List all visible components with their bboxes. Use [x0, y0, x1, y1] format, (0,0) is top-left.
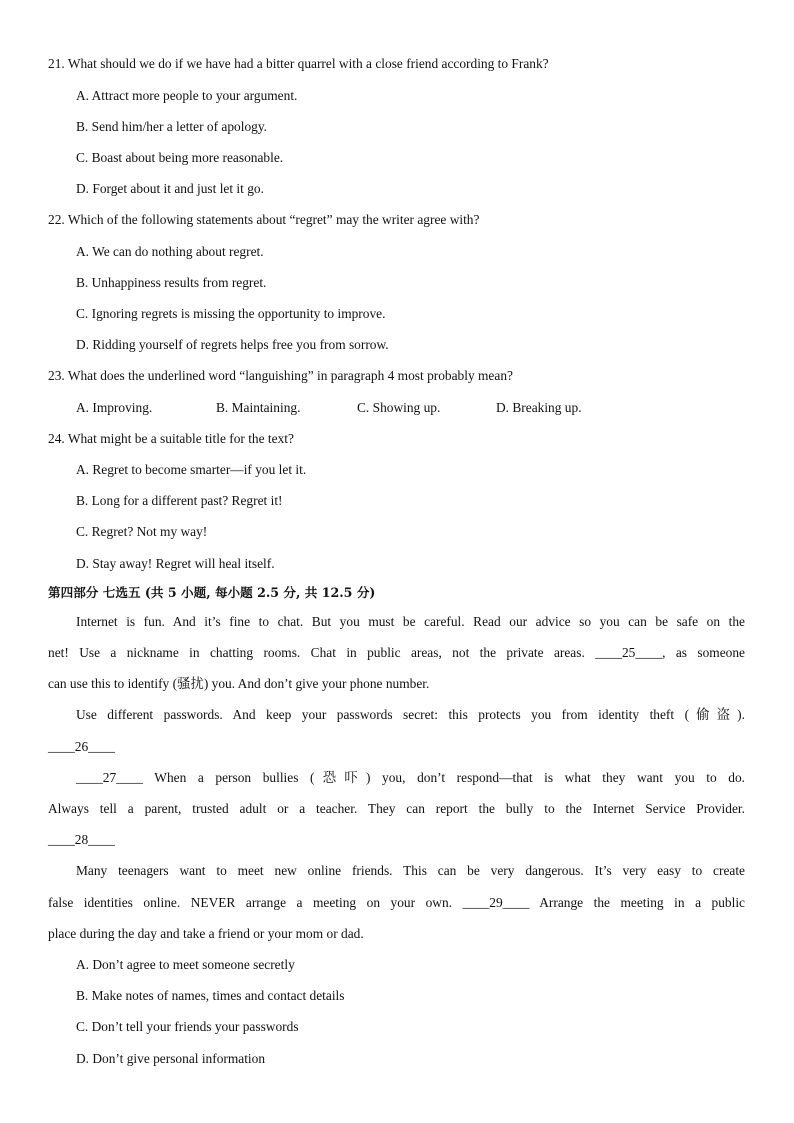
question-24-option-b: B. Long for a different past? Regret it! [76, 493, 283, 508]
question-23-option-d: D. Breaking up. [496, 400, 582, 415]
section-4-heading: 第四部分 七选五 (共 5 小题, 每小题 2.5 分, 共 12.5 分) [48, 585, 376, 600]
passage-p4-line2: false identities online. NEVER arrange a meeting on your own. ____29____ Arrange the meeting in a public [48, 895, 745, 910]
passage-p4-line1: Many teenagers want to meet new online friends. This can be very dangerous. It’s very easy to create [76, 863, 745, 878]
question-23-option-a: A. Improving. [76, 400, 153, 415]
question-22-option-a: A. We can do nothing about regret. [76, 244, 264, 259]
passage-p1-line3: can use this to identify (骚扰) you. And don’t give your phone number. [48, 676, 430, 691]
question-21-option-b: B. Send him/her a letter of apology. [76, 119, 268, 134]
section-4-option-c: C. Don’t tell your friends your passwords [76, 1019, 299, 1034]
passage-p3-line1: ____27____ When a person bullies (恐吓) you, don’t respond—that is what they want you to do. [76, 770, 745, 785]
passage-p2-line1: Use different passwords. And keep your passwords secret: this protects you from identity theft (偷盗). [76, 707, 745, 722]
question-23-option-b: B. Maintaining. [216, 400, 301, 415]
question-22-option-d: D. Ridding yourself of regrets helps free you from sorrow. [76, 337, 389, 352]
question-22-option-c: C. Ignoring regrets is missing the opportunity to improve. [76, 306, 386, 321]
question-21-option-a: A. Attract more people to your argument. [76, 88, 298, 103]
section-4-option-a: A. Don’t agree to meet someone secretly [76, 957, 295, 972]
passage-p1-line1: Internet is fun. And it’s fine to chat. But you must be careful. Read our advice so you can be safe on the [76, 614, 745, 629]
question-22-option-b: B. Unhappiness results from regret. [76, 275, 267, 290]
section-4-option-b: B. Make notes of names, times and contact details [76, 988, 345, 1003]
question-21-stem: 21. What should we do if we have had a bitter quarrel with a close friend according to Frank? [48, 56, 549, 71]
question-21-option-c: C. Boast about being more reasonable. [76, 150, 284, 165]
passage-p2-blank-26: ____26____ [48, 739, 115, 754]
question-24-option-d: D. Stay away! Regret will heal itself. [76, 556, 275, 571]
question-22-stem: 22. Which of the following statements about “regret” may the writer agree with? [48, 212, 480, 227]
passage-p1-line2: net! Use a nickname in chatting rooms. Chat in public areas, not the private areas. ____25____, as someone [48, 645, 745, 660]
passage-p4-line3: place during the day and take a friend or your mom or dad. [48, 926, 364, 941]
question-24-option-a: A. Regret to become smarter—if you let it. [76, 462, 307, 477]
question-23-option-c: C. Showing up. [357, 400, 441, 415]
question-24-option-c: C. Regret? Not my way! [76, 524, 208, 539]
question-23-stem: 23. What does the underlined word “languishing” in paragraph 4 most probably mean? [48, 368, 513, 383]
passage-p3-blank-28: ____28____ [48, 832, 115, 847]
question-24-stem: 24. What might be a suitable title for the text? [48, 431, 294, 446]
question-21-option-d: D. Forget about it and just let it go. [76, 181, 264, 196]
passage-p3-line2: Always tell a parent, trusted adult or a teacher. They can report the bully to the Internet Service Provider. [48, 801, 745, 816]
section-4-option-d: D. Don’t give personal information [76, 1051, 266, 1066]
